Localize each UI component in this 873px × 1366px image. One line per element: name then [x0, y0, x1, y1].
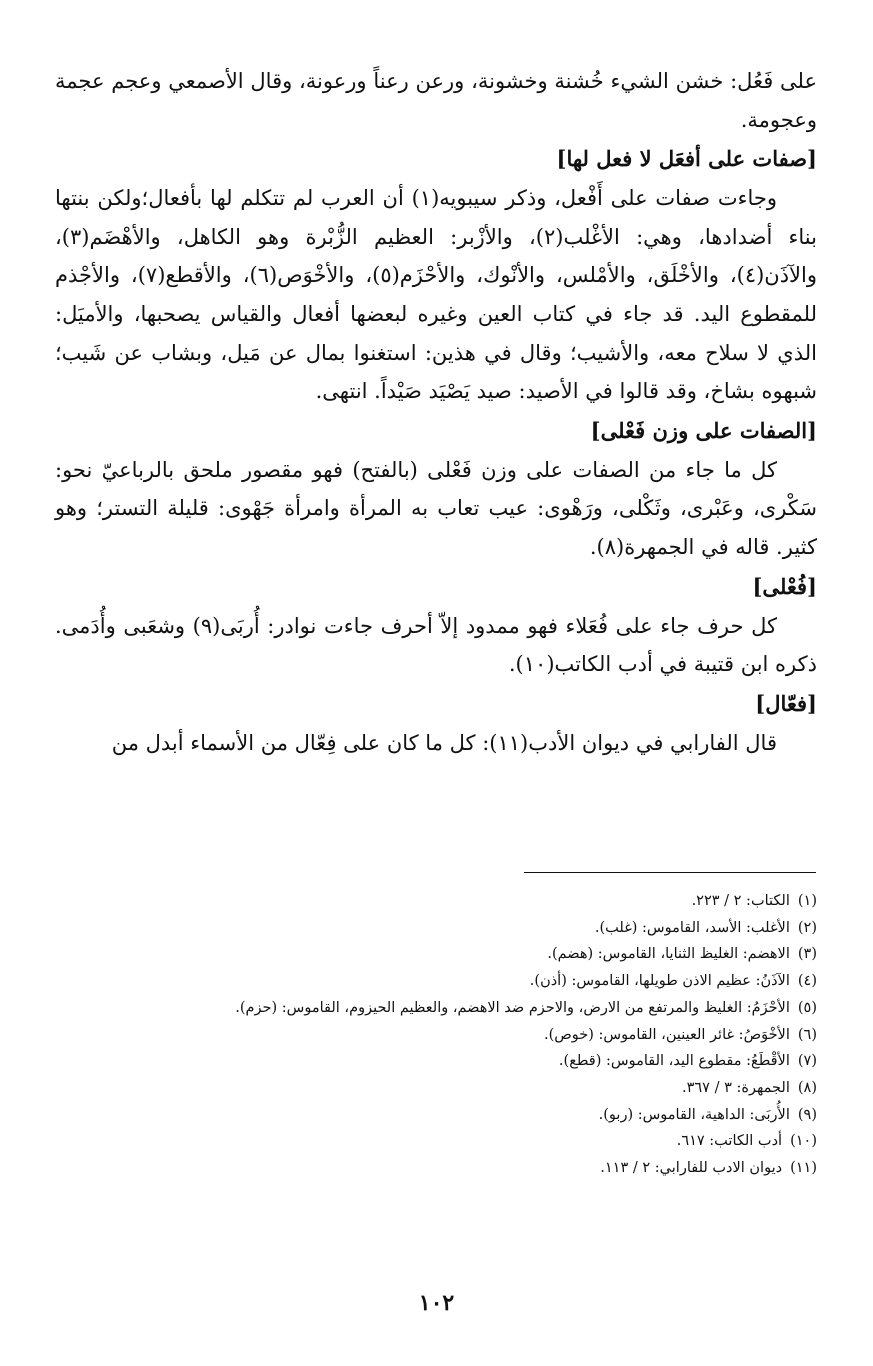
footnote: [47, 968, 817, 995]
footnote-number: (٥): [797, 999, 817, 1016]
footnote-text: الأحْزَمُ: الغليظ والمرتفع من الارض، والاحزم ضد الاهضم، والعظيم الحيزوم، القاموس: (حزم).: [235, 999, 790, 1016]
footnote-number: (٩): [797, 1106, 817, 1123]
footnote: [47, 1022, 817, 1049]
paragraph: قال الفارابي في ديوان الأدب(١١): كل ما كان على فِعّال من الأسماء أبدل من: [111, 730, 777, 755]
footnote-number: (٧): [797, 1053, 817, 1070]
footnote: [47, 1048, 817, 1075]
footnote-number: (٣): [797, 946, 817, 963]
footnote-number: (١١): [790, 1160, 817, 1177]
footnote-text: أدب الكاتب: ٦١٧.: [676, 1133, 783, 1150]
footnote-number: (٤): [797, 973, 817, 990]
page-number: ١٠٢: [418, 1290, 455, 1316]
footnote-text: الأخْوَصُ: غائر العينين، القاموس: (خوص).: [543, 1026, 790, 1043]
footnote-number: (١٠): [790, 1133, 817, 1150]
footnote: [47, 1075, 817, 1102]
footnote-number: (٨): [797, 1079, 817, 1096]
footnote-text: الآذَنُ: عظيم الاذن طويلها، القاموس: (أذن).: [529, 973, 790, 990]
footnote-text: الأغلب: الأسد، القاموس: (غلب).: [594, 919, 790, 936]
section-heading: [صفات على أفعَل لا فعل لها]: [556, 146, 817, 172]
footnote-text: الأقْطَعُ: مقطوع اليد، القاموس: (قطع).: [558, 1053, 790, 1070]
paragraph-continuation: على فَعُل: خشن الشيء خُشنة وخشونة، ورعن رعناً ورعونة، وقال الأصمعي وعجم عجمة وعجومة.: [55, 69, 817, 132]
paragraph: وجاءت صفات على أَفْعل، وذكر سيبويه(١) أن العرب لم تتكلم لها بأفعال؛ولكن بنتها بناء أضدادها، وهي: الأغْلب(٢)، والأزْبر: العظيم الزُّبْرة وهو الكاهل، والأهْضَم(٣)، والآذَن(٤)، والأخْلَق، والأمْلس، والأنْوك، والأحْزَم(٥)، والأخْوَص(٦)، والأقطع(٧)، والأجْذم للمقطوع اليد. قد جاء في كتاب العين وغيره لبعضها أفعال والقياس يصحبها، والأميَل: الذي لا سلاح معه، والأشيب؛ وقال في هذين: استغنوا بمال عن مَيل، وبشاب عن شَيب؛ شبهوه بشاخ، وقد قالوا في الأصيد: صيد يَصْيَد صَيْداً. انتهى.: [55, 186, 818, 404]
footnotes-list: [47, 888, 817, 1182]
footnote-separator: [524, 872, 816, 873]
section-heading: [فعّال]: [755, 690, 817, 716]
footnote: [47, 1128, 817, 1155]
footnote-number: (١): [797, 893, 817, 909]
main-text: [55, 62, 817, 762]
footnote: [47, 915, 817, 942]
footnote: [47, 941, 817, 968]
section-heading: [الصفات على وزن فَعْلى]: [590, 417, 817, 443]
footnote: [47, 1155, 817, 1182]
footnote-text: الجمهرة: ٣ / ٣٦٧.: [682, 1079, 790, 1096]
footnote-text: الكتاب: ٢ / ٢٢٣.: [691, 893, 790, 909]
footnote-text: الاهضم: الغليظ الثنايا، القاموس: (هضم).: [547, 946, 790, 963]
section-heading: [فُعْلى]: [752, 573, 817, 599]
footnote: [47, 995, 817, 1022]
footnote: [47, 1102, 817, 1129]
footnote: [47, 888, 817, 915]
footnote-text: ديوان الادب للفارابي: ٢ / ١١٣.: [600, 1160, 783, 1177]
footnote-text: الأُربَى: الداهية، القاموس: (ربو).: [598, 1106, 790, 1123]
footnote-number: (٦): [797, 1026, 817, 1043]
paragraph: كل حرف جاء على فُعَلاء فهو ممدود إلاّ أحرف جاءت نوادر: أُربَى(٩) وشعَبى وأُدَمى. ذكره ابن قتيبة في أدب الكاتب(١٠).: [55, 613, 817, 677]
paragraph: كل ما جاء من الصفات على وزن فَعْلى (بالفتح) فهو مقصور ملحق بالرباعيّ نحو: سَكْرى، وعَبْرى، وثَكْلى، ورَهْوى: عيب تعاب به المرأة وامرأة جَهْوى: قليلة التستر؛ وهو كثير. قاله في الجمهرة(٨).: [55, 457, 817, 559]
footnote-number: (٢): [797, 919, 817, 936]
